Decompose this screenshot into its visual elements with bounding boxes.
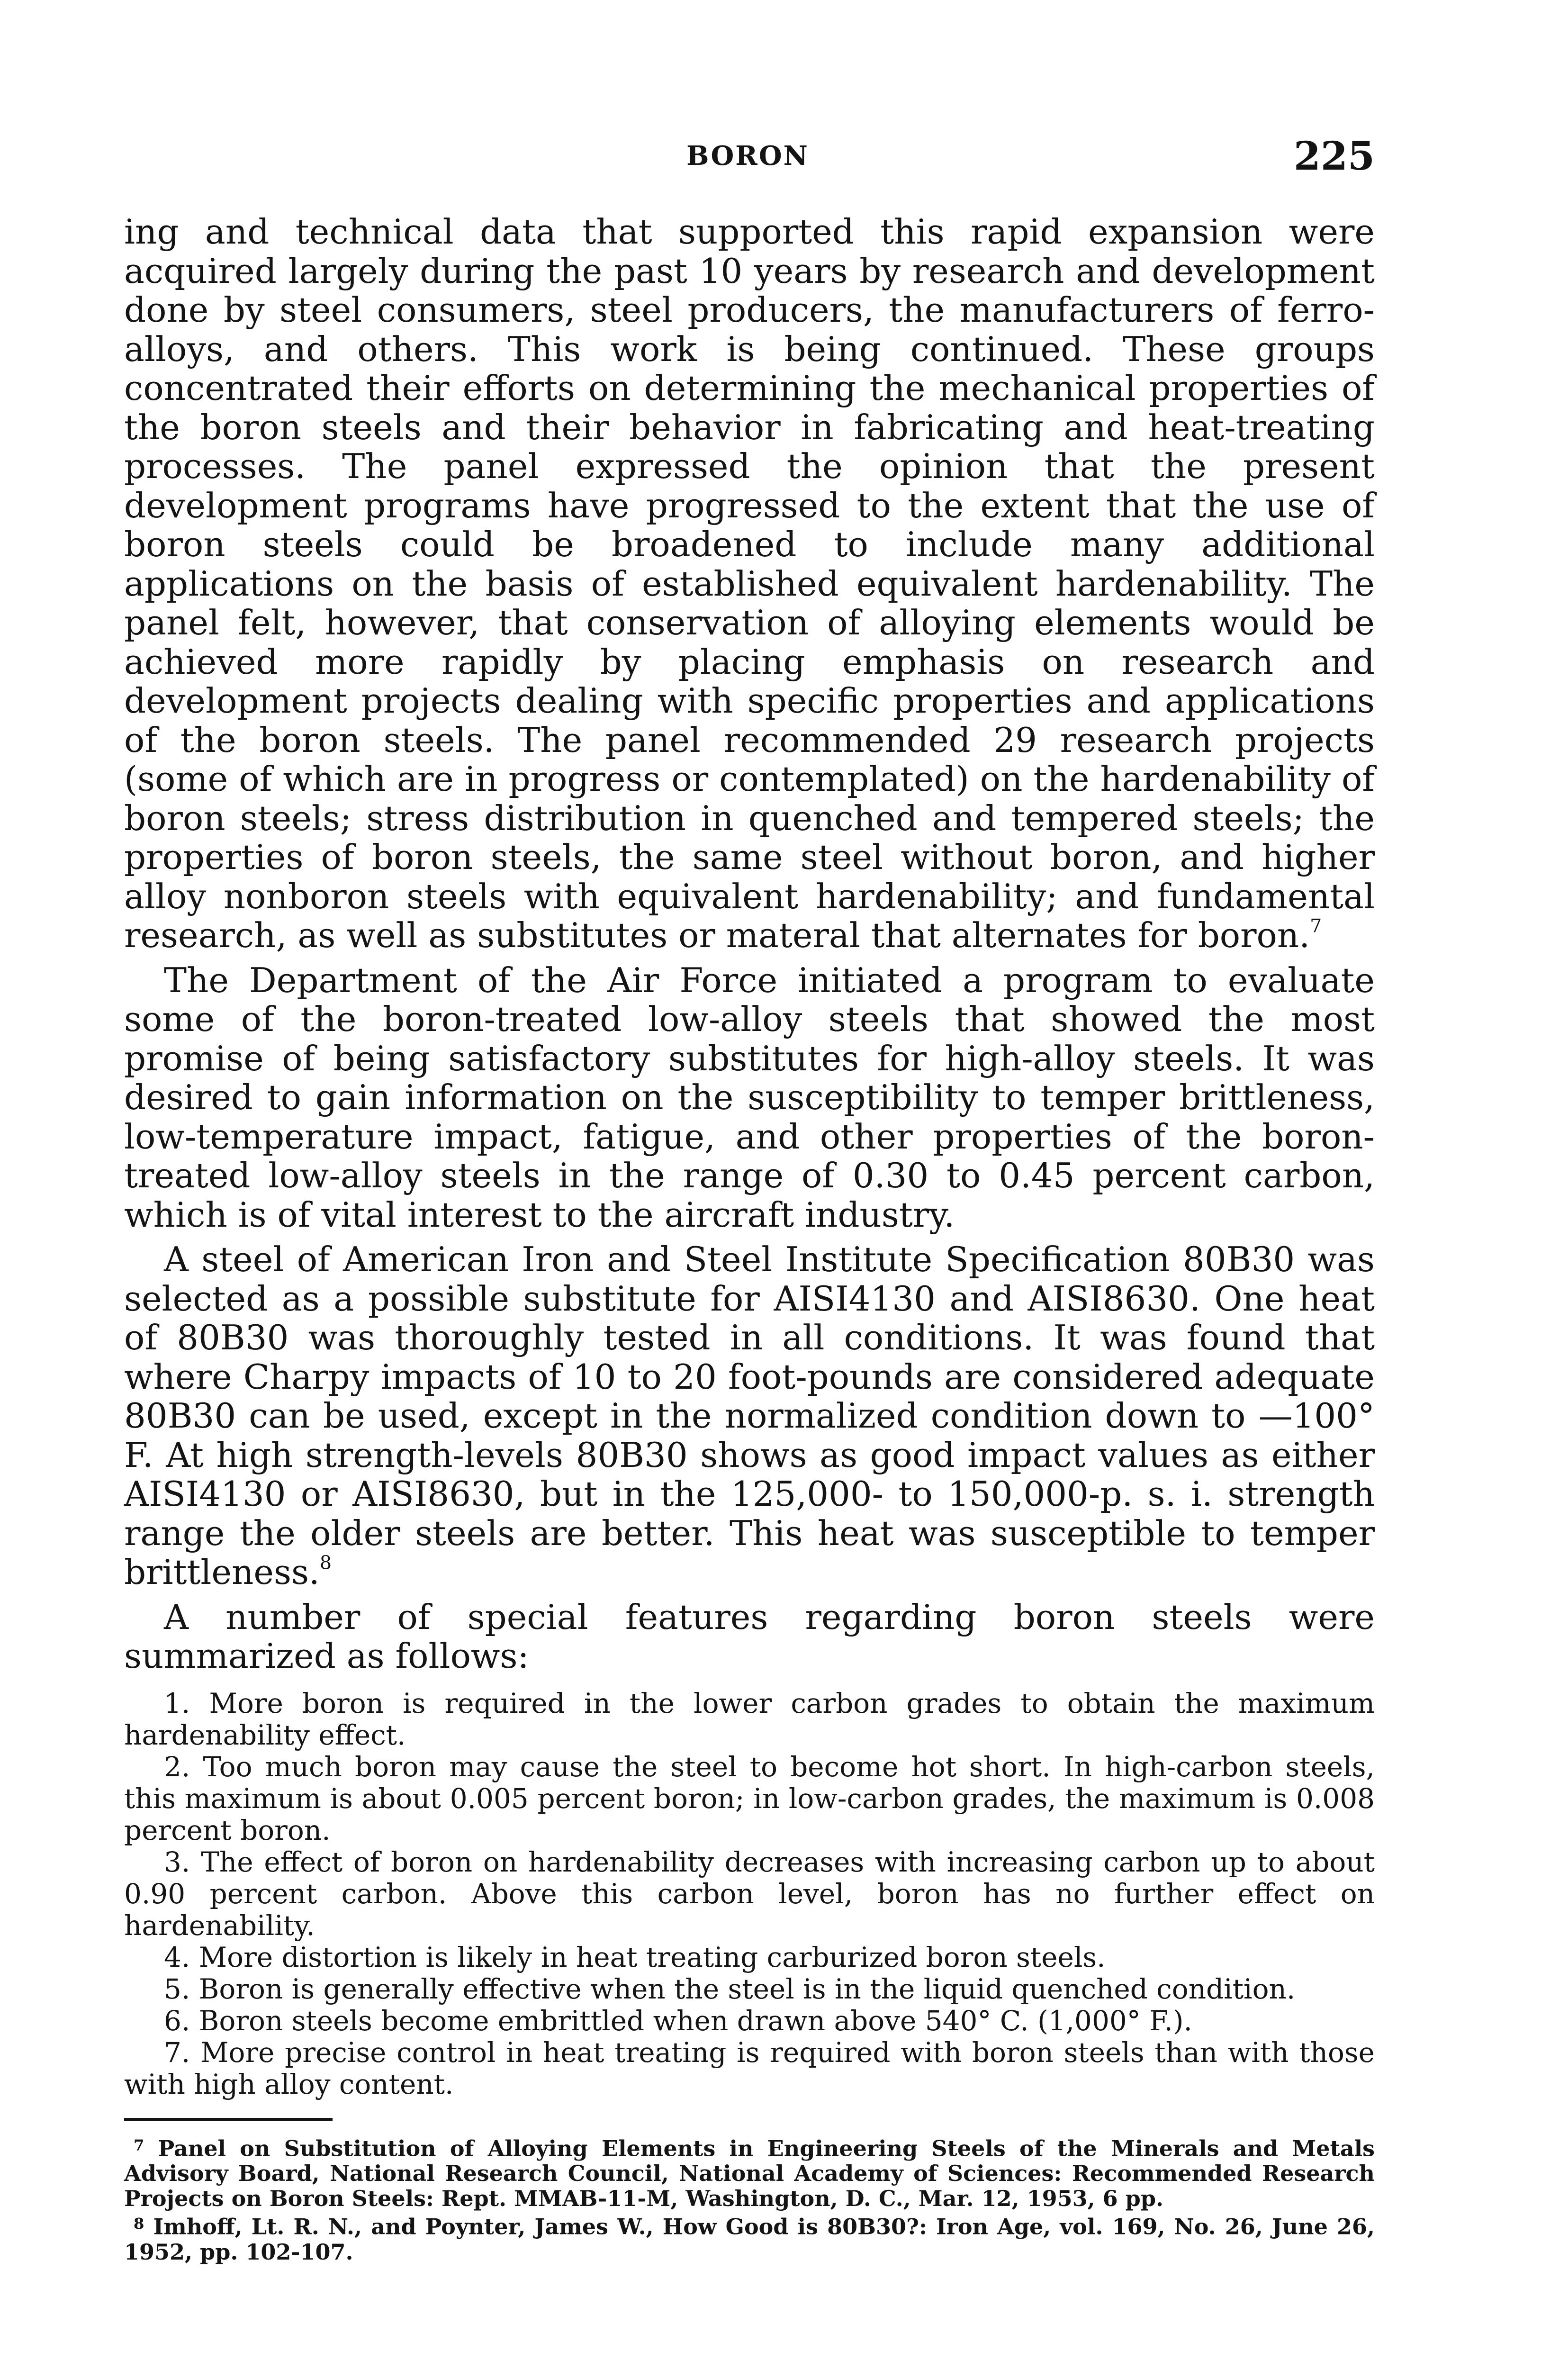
list-item: 6. Boron steels become embrittled when drawn above 540° C. (1,000° F.). bbox=[164, 2005, 1192, 2037]
features-list bbox=[124, 1688, 1375, 2100]
paragraph-3-text: A steel of American Iron and Steel Institute Specification 80B30 was selected as a possible substitute for AISI4130 and AISI8630. One heat of 80B30 was thoroughly tested in all conditions. It was found that where Charpy impacts of 10 to 20 foot-pounds are considered adequate 80B30 can be used, except in the normalized condition down to —100° F. At high strength-levels 80B30 shows as good impact values as either AISI4130 or AISI8630, but in the 125,000- to 150,000-p. s. i. strength range the older steels are better. This heat was susceptible to temper brittleness. bbox=[124, 1239, 1375, 1592]
list-item: 5. Boron is generally effective when the steel is in the liquid quenched condition. bbox=[164, 1973, 1296, 2005]
footnote-reference-7: 7 bbox=[1310, 915, 1322, 937]
footnote-7-mark: 7 bbox=[134, 2136, 144, 2154]
body-text bbox=[124, 212, 1375, 1682]
running-head: BORON bbox=[686, 140, 809, 172]
paragraph-2: The Department of the Air Force initiated a program to evaluate some of the boron-treated low-alloy steels that showed the most promise of being satisfactory substitutes for high-alloy steels. It was desired to gain information on the susceptibility to temper brittleness, low-temperature impact, fatigue, and other properties of the boron-treated low-alloy steels in the range of 0.30 to 0.45 percent carbon, which is of vital interest to the aircraft industry. bbox=[124, 960, 1375, 1235]
footnote-reference-8: 8 bbox=[319, 1552, 332, 1574]
list-item: 4. More distortion is likely in heat treating carburized boron steels. bbox=[164, 1941, 1106, 1973]
page-header bbox=[121, 134, 1375, 186]
footnote-8 bbox=[124, 2211, 1375, 2264]
footnote-divider bbox=[124, 2118, 333, 2121]
footnote-7 bbox=[124, 2133, 1375, 2211]
footnotes bbox=[124, 2133, 1375, 2265]
page-number: 225 bbox=[1293, 134, 1375, 179]
paragraph-1 bbox=[124, 212, 1375, 955]
list-item: 1. More boron is required in the lower carbon grades to obtain the maximum hardenability effect. bbox=[124, 1687, 1375, 1751]
footnote-7-text: Panel on Substitution of Alloying Elements in Engineering Steels of the Minerals and Metals Advisory Board, National Research Council, National Academy of Sciences: Recommended Research Projects on Boron Steels: Rept. MMAB-11-M, Washington, D. C., Mar. 12, 1953, 6 pp. bbox=[124, 2135, 1375, 2212]
paragraph-1-text: ing and technical data that supported this rapid expansion were acquired largely during the past 10 years by research and development done by steel consumers, steel producers, the manufacturers of ferro-alloys, and others. This work is being continued. These groups concentrated their efforts on determining the mechanical properties of the boron steels and their behavior in fabricating and heat-treating processes. The panel expressed the opinion that the present development programs have progressed to the extent that the use of boron steels could be broadened to include many additional applications on the basis of established equivalent hardenability. The panel felt, however, that conservation of alloying elements would be achieved more rapidly by placing emphasis on research and development projects dealing with specific properties and applications of the boron steels. The panel recommended 29 research projects (some of which are in progress or contemplated) on the hardenability of boron steels; stress distribution in quenched and tempered steels; the properties of boron steels, the same steel without boron, and higher alloy nonboron steels with equivalent hardenability; and fundamental research, as well as substitutes or materal that alternates for boron. bbox=[124, 212, 1375, 955]
footnote-8-text: Imhoff, Lt. R. N., and Poynter, James W., How Good is 80B30?: Iron Age, vol. 169, No. 26, June 26, 1952, pp. 102-107. bbox=[124, 2214, 1375, 2265]
list-item: 3. The effect of boron on hardenability decreases with increasing carbon up to about 0.90 percent carbon. Above this carbon level, boron has no further effect on hardenability. bbox=[124, 1846, 1375, 1942]
list-item: 7. More precise control in heat treating is required with boron steels than with those with high alloy content. bbox=[124, 2036, 1375, 2100]
paragraph-4: A number of special features regarding boron steels were summarized as follows: bbox=[124, 1597, 1375, 1676]
list-item: 2. Too much boron may cause the steel to become hot short. In high-carbon steels, this maximum is about 0.005 percent boron; in low-carbon grades, the maximum is 0.008 percent boron. bbox=[124, 1751, 1375, 1846]
paragraph-3 bbox=[124, 1240, 1375, 1592]
footnote-8-mark: 8 bbox=[134, 2215, 144, 2233]
